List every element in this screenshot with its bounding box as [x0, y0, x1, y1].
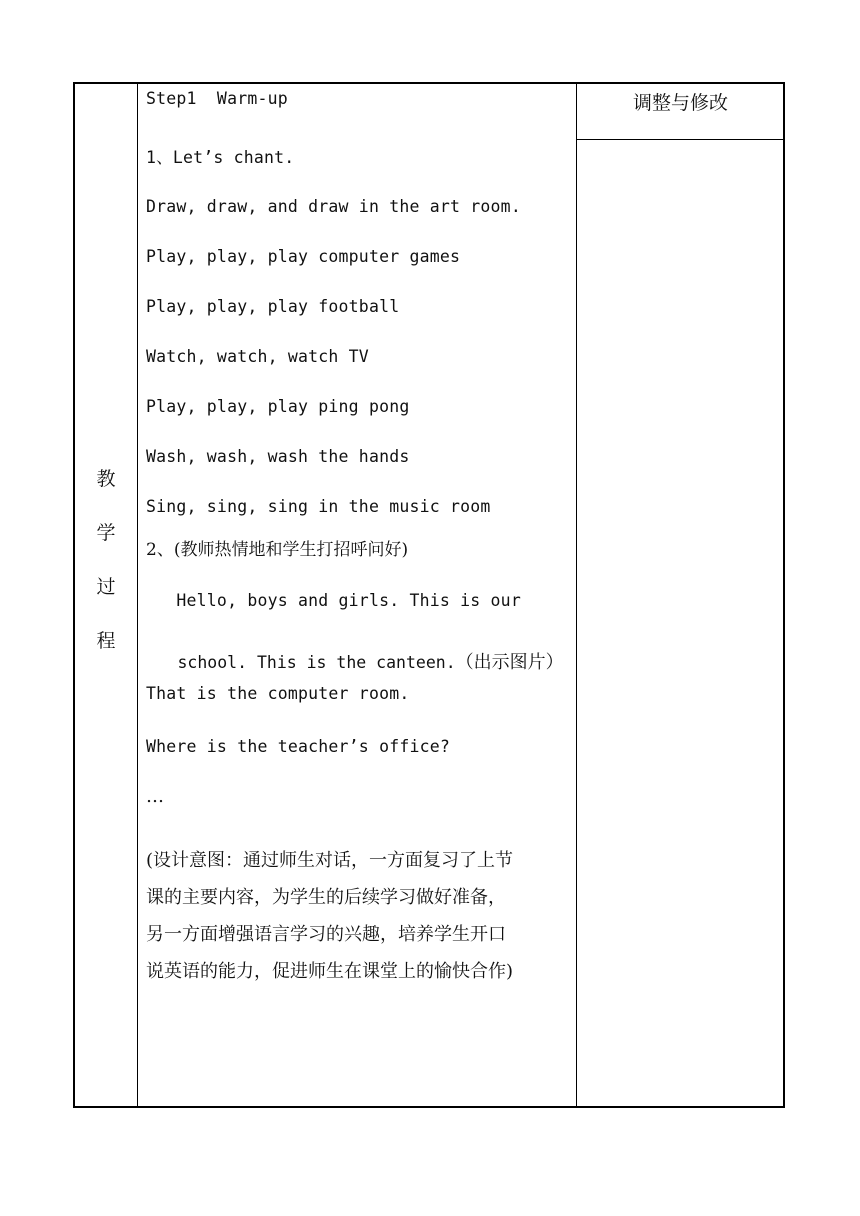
dialogue-line-cn: （出示图片） [455, 652, 564, 673]
dialogue-line: Hello, boys and girls. This is our [146, 591, 521, 610]
column-divider-left [137, 84, 138, 1106]
design-intent-line: 课的主要内容，为学生的后续学习做好准备， [146, 887, 506, 908]
side-label-char-1: 教 [96, 468, 116, 490]
side-label-char-4: 程 [96, 630, 116, 652]
step-title: Step1 Warm-up [146, 89, 288, 108]
chant-line: Play, play, play computer games [146, 247, 461, 266]
design-intent-line: (设计意图：通过师生对话，一方面复习了上节 [146, 850, 514, 871]
chant-line: Draw, draw, and draw in the art room. [146, 197, 521, 216]
chant-title: 1、Let’s chant. [146, 148, 295, 167]
chant-line: Play, play, play ping pong [146, 397, 410, 416]
dialogue-line: That is the computer room. [146, 684, 410, 703]
side-label-char-3: 过 [96, 576, 116, 598]
column-divider-right [576, 84, 577, 1106]
side-label-char-2: 学 [96, 522, 116, 544]
chant-line: Wash, wash, wash the hands [146, 447, 410, 466]
notes-header-divider [576, 139, 783, 140]
dialogue-line: Where is the teacher’s office? [146, 737, 451, 756]
chant-line: Play, play, play football [146, 297, 400, 316]
chant-line: Watch, watch, watch TV [146, 347, 369, 366]
lesson-table [73, 82, 785, 1108]
design-intent-line: 另一方面增强语言学习的兴趣，培养学生开口 [146, 924, 506, 945]
dialogue-line-en: school. This is the canteen. [177, 653, 456, 672]
ellipsis: … [146, 786, 164, 807]
greeting-title: 2、(教师热情地和学生打招呼问好) [146, 540, 409, 560]
notes-header: 调整与修改 [632, 92, 728, 114]
design-intent-line: 说英语的能力，促进师生在课堂上的愉快合作) [146, 961, 514, 982]
chant-line: Sing, sing, sing in the music room [146, 497, 491, 516]
